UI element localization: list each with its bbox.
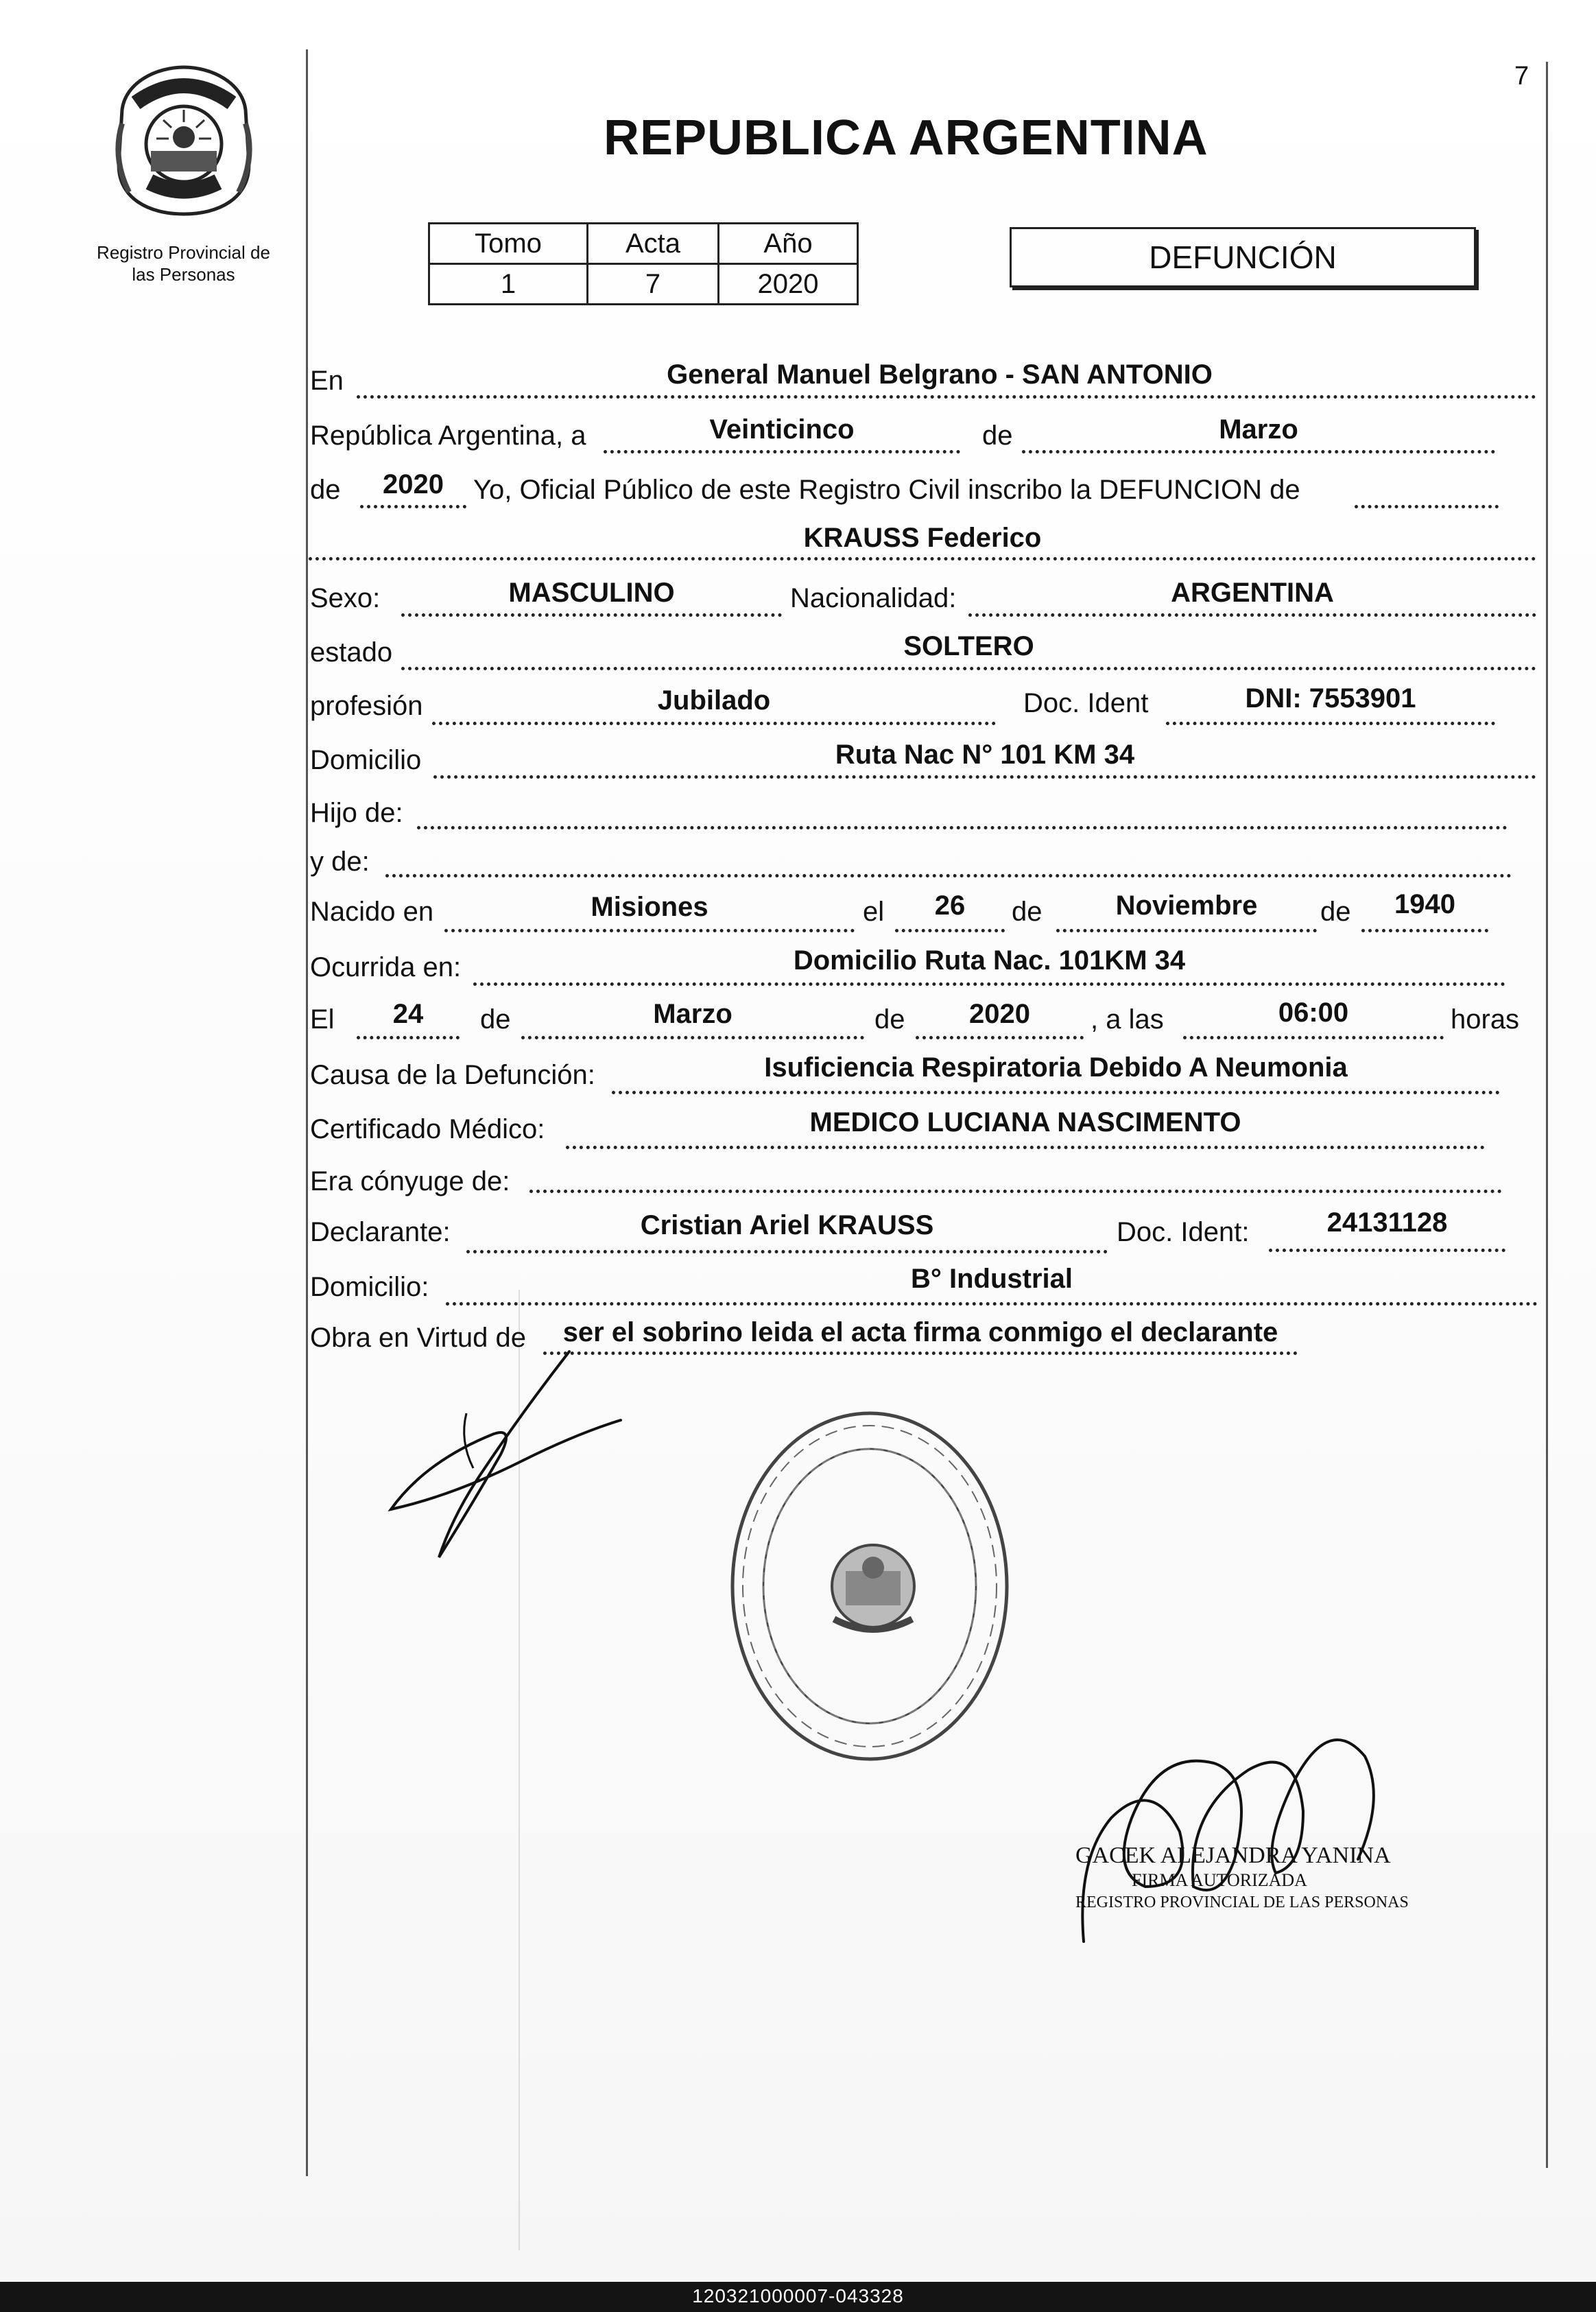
label-doc-ident2: Doc. Ident: <box>1117 1217 1250 1247</box>
label-de: de <box>982 421 1013 451</box>
record-value-acta: 7 <box>588 264 719 305</box>
value-sexo: MASCULINO <box>508 578 675 608</box>
value-documento: DNI: 7553901 <box>1245 683 1416 713</box>
label-de-o2: de <box>874 1004 905 1035</box>
label-el2: El <box>310 1004 335 1035</box>
label-estado: estado <box>310 637 393 668</box>
record-value-tomo: 1 <box>429 264 588 305</box>
dotted-line <box>432 722 996 725</box>
oval-official-stamp-icon <box>726 1406 1014 1767</box>
label-y-de: y de: <box>310 847 370 877</box>
label-a-las: , a las <box>1091 1004 1164 1035</box>
dotted-line <box>1056 929 1317 932</box>
dotted-line <box>604 450 960 453</box>
value-estado: SOLTERO <box>903 631 1034 661</box>
misiones-seal-icon <box>108 62 259 220</box>
dotted-line <box>444 929 855 932</box>
label-de-n2: de <box>1320 897 1351 927</box>
dotted-line <box>433 775 1536 779</box>
dotted-line <box>1355 505 1499 508</box>
value-nac-anio: 1940 <box>1394 889 1455 919</box>
label-domicilio2: Domicilio: <box>310 1272 429 1302</box>
label-el: el <box>863 897 885 927</box>
value-def-hora: 06:00 <box>1278 998 1349 1028</box>
official-signature-icon <box>1070 1640 1392 1962</box>
label-causa: Causa de la Defunción: <box>310 1060 595 1090</box>
value-domicilio: Ruta Nac N° 101 KM 34 <box>835 740 1135 770</box>
label-horas: horas <box>1451 1004 1520 1035</box>
value-lugar: General Manuel Belgrano - SAN ANTONIO <box>667 359 1213 390</box>
dotted-line <box>401 613 782 617</box>
value-def-dia: 24 <box>392 999 424 1029</box>
label-certificado: Certificado Médico: <box>310 1114 545 1144</box>
dotted-line <box>357 1036 460 1039</box>
dotted-line <box>1022 450 1495 453</box>
label-nacionalidad: Nacionalidad: <box>790 583 957 613</box>
label-conyuge: Era cónyuge de: <box>310 1166 510 1196</box>
label-ocurrida-en: Ocurrida en: <box>310 952 462 982</box>
value-def-mes: Marzo <box>653 999 733 1029</box>
dotted-line <box>1166 722 1495 725</box>
label-de2: de <box>310 475 341 505</box>
dotted-line <box>529 1190 1502 1193</box>
page-title: REPUBLICA ARGENTINA <box>604 110 1208 165</box>
record-table-value-row <box>429 264 858 305</box>
label-republica: República Argentina, a <box>310 421 586 451</box>
label-declarante: Declarante: <box>310 1217 451 1247</box>
official-office: REGISTRO PROVINCIAL DE LAS PERSONAS <box>1075 1894 1409 1911</box>
dotted-line <box>1361 929 1488 932</box>
record-header-tomo: Tomo <box>429 224 588 264</box>
dotted-line <box>566 1146 1485 1149</box>
value-nacionalidad: ARGENTINA <box>1171 578 1334 608</box>
record-value-anio: 2020 <box>719 264 858 305</box>
label-en: En <box>310 366 344 396</box>
declarant-signature-icon <box>384 1338 631 1571</box>
dotted-line <box>543 1352 1298 1355</box>
value-declarante-doc: 24131128 <box>1326 1207 1448 1238</box>
label-de-n1: de <box>1012 897 1043 927</box>
dotted-line <box>417 826 1508 829</box>
value-causa: Isuficiencia Respiratoria Debido A Neumonia <box>764 1052 1348 1083</box>
label-doc-ident: Doc. Ident <box>1023 688 1149 718</box>
dotted-line <box>895 929 1005 932</box>
record-header-acta: Acta <box>588 224 719 264</box>
dotted-line <box>473 982 1505 986</box>
value-declarante: Cristian Ariel KRAUSS <box>640 1210 934 1240</box>
record-header-anio: Año <box>719 224 858 264</box>
dotted-line <box>309 557 1536 561</box>
right-margin-line <box>1546 62 1548 2168</box>
value-nac-dia: 26 <box>934 890 966 921</box>
record-table-header-row <box>429 224 858 264</box>
label-domicilio: Domicilio <box>310 745 422 775</box>
left-margin-line <box>306 49 308 2176</box>
value-dia-inscripcion: Veinticinco <box>709 414 855 445</box>
dotted-line <box>357 395 1536 399</box>
registry-name: Registro Provincial de las Personas <box>97 242 270 285</box>
label-profesion: profesión <box>310 691 423 721</box>
label-sexo: Sexo: <box>310 583 381 613</box>
value-anio-inscripcion: 2020 <box>383 469 444 499</box>
official-role: FIRMA AUTORIZADA <box>1132 1870 1307 1890</box>
dotted-line <box>916 1036 1084 1039</box>
value-def-anio: 2020 <box>969 999 1030 1029</box>
label-nacido-en: Nacido en <box>310 897 434 927</box>
label-obra: Obra en Virtud de <box>310 1323 527 1353</box>
dotted-line <box>446 1302 1538 1306</box>
dotted-line <box>1183 1036 1444 1039</box>
dotted-line <box>521 1036 864 1039</box>
page-number: 7 <box>1514 62 1529 91</box>
value-declarante-domicilio: B° Industrial <box>910 1264 1073 1294</box>
dotted-line <box>385 874 1512 877</box>
value-nacido-en: Misiones <box>591 892 708 922</box>
label-hijo-de: Hijo de: <box>310 798 403 828</box>
value-ocurrida-en: Domicilio Ruta Nac. 101KM 34 <box>793 945 1186 976</box>
record-table <box>428 222 859 305</box>
value-nac-mes: Noviembre <box>1115 890 1258 921</box>
dotted-line <box>1269 1249 1505 1252</box>
value-profesion: Jubilado <box>657 685 771 716</box>
document-barcode-number: 120321000007-043328 <box>692 2285 904 2307</box>
document-type-box: DEFUNCIÓN <box>1010 227 1476 287</box>
dotted-line <box>612 1091 1500 1094</box>
value-mes-inscripcion: Marzo <box>1219 414 1298 445</box>
dotted-line <box>968 613 1536 617</box>
label-de-o1: de <box>480 1004 511 1035</box>
dotted-line <box>401 667 1536 670</box>
official-name: GACEK ALEJANDRA YANINA <box>1075 1843 1391 1868</box>
dotted-line <box>466 1250 1108 1253</box>
value-fallecido: KRAUSS Federico <box>803 523 1042 553</box>
value-certificado: MEDICO LUCIANA NASCIMENTO <box>809 1107 1241 1137</box>
value-obra: ser el sobrino leida el acta firma conmigo el declarante <box>562 1317 1278 1347</box>
dotted-line <box>360 505 466 508</box>
label-yo-oficial: Yo, Oficial Público de este Registro Civil inscribo la DEFUNCION de <box>473 475 1300 505</box>
